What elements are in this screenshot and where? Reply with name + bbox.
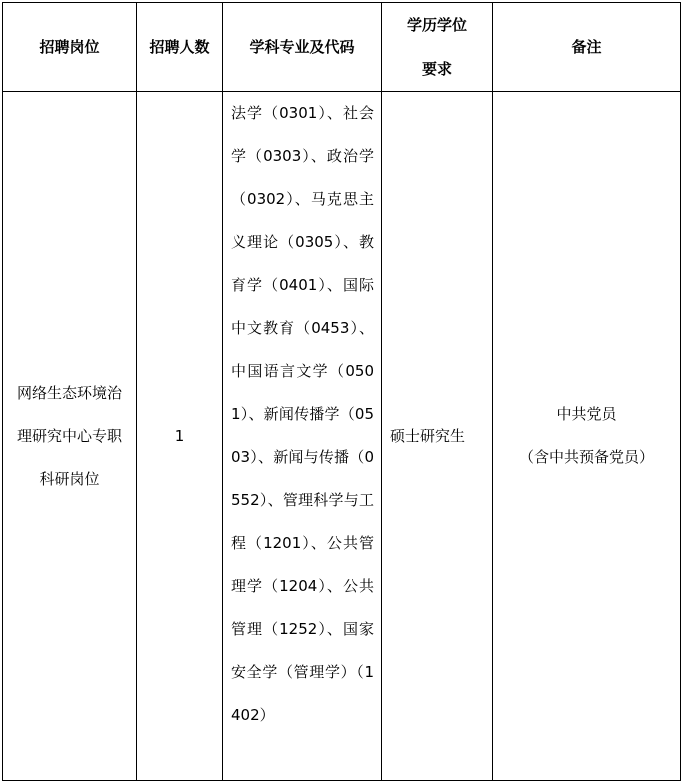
header-count: 招聘人数 (137, 3, 223, 92)
recruitment-table (2, 2, 681, 781)
header-position: 招聘岗位 (3, 3, 137, 92)
notes-line-2: （含中共预备党员） (518, 448, 654, 466)
cell-notes (493, 92, 681, 781)
header-degree-label: 学历学位要求 (406, 16, 467, 78)
table-row (3, 92, 681, 781)
majors-list: 法学（0301）、社会学（0303）、政治学（0302）、马克思主义理论（0305）、教育学（0401）、国际中文教育（0453）、中国语言文学（0501）、新闻传播学（0503）、新闻与传播（0552）、管理科学与工程（1201）、公共管理学（1204）、公共管理（1252）、国家安全学（管理学）（1402） (231, 104, 374, 724)
header-notes: 备注 (493, 3, 681, 92)
header-degree (382, 3, 493, 92)
header-majors: 学科专业及代码 (223, 3, 382, 92)
cell-majors (223, 92, 382, 781)
cell-count: 1 (137, 92, 223, 781)
cell-position (3, 92, 137, 781)
header-row (3, 3, 681, 92)
position-name: 网络生态环境治理研究中心专职科研岗位 (16, 383, 122, 488)
cell-degree: 硕士研究生 (382, 92, 493, 781)
notes-line-1: 中共党员 (556, 405, 617, 423)
